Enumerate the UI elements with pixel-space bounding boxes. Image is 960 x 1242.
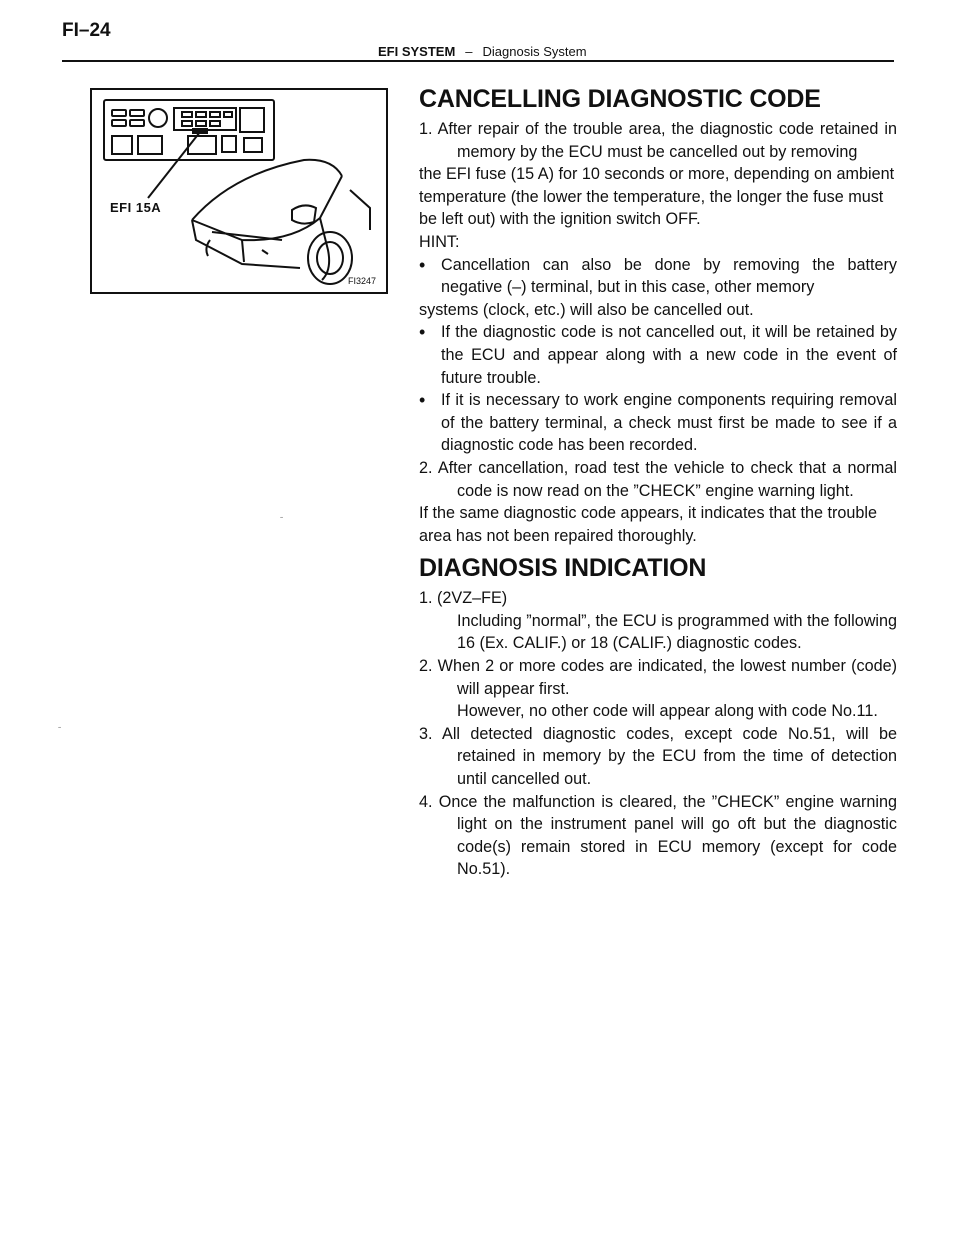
bullet-dot: • <box>419 254 426 275</box>
car-fuse-illustration <box>92 90 386 292</box>
hint-bullet-1-continued: systems (clock, etc.) will also be cancelled out. <box>419 300 754 319</box>
bullet-dot: • <box>419 390 426 411</box>
diagnosis-item-3: 3. All detected diagnostic codes, except code No.51, will be retained in memory by the ECU from the time of detection until cancelled out. <box>419 724 897 789</box>
cancel-step-1: 1. After repair of the trouble area, the diagnostic code retained in memory by the ECU must be cancelled out by removing <box>419 120 897 161</box>
scan-speck: ˉ <box>58 726 62 737</box>
diagnosis-item-1-body: Including ”normal”, the ECU is programmed with the following 16 (Ex. CALIF.) or 18 (CALIF.) diagnostic codes. <box>457 611 897 653</box>
main-content <box>419 84 897 881</box>
diagnosis-heading: DIAGNOSIS INDICATION <box>419 554 707 583</box>
hint-label: HINT: <box>419 232 460 251</box>
cancel-step-1-continued: the EFI fuse (15 A) for 10 seconds or more, depending on ambient temperature (the lower the temperature, the longer the fuse must be left out) with the ignition switch OFF. <box>419 165 895 229</box>
diagnosis-item-2-note: However, no other code will appear along with code No.11. <box>457 702 878 721</box>
cancel-step-2: 2. After cancellation, road test the vehicle to check that a normal code is now read on the ”CHECK” engine warning light. <box>419 458 897 500</box>
hint-bullet-1 <box>419 254 897 299</box>
bullet-dot: • <box>419 322 426 343</box>
hint-bullet-2 <box>419 321 897 389</box>
hint-bullet-1-text: Cancellation can also be done by removing the battery negative (–) terminal, but in this case, other memory <box>441 255 897 297</box>
system-title: EFI SYSTEM <box>378 44 456 59</box>
diagnosis-item-2: 2. When 2 or more codes are indicated, the lowest number (code) will appear first. <box>419 657 897 698</box>
cancel-conclusion: If the same diagnostic code appears, it indicates that the trouble area has not been repaired thoroughly. <box>419 504 878 545</box>
hint-bullet-2-text: If the diagnostic code is not cancelled out, it will be retained by the ECU and appear along with a new code in the event of future trouble. <box>441 323 897 387</box>
figure-code: FI3247 <box>347 276 376 286</box>
running-head-separator: – <box>465 44 473 59</box>
cancelling-heading: CANCELLING DIAGNOSTIC CODE <box>419 85 821 113</box>
fuse-label: EFI 15A <box>110 200 162 215</box>
header-rule <box>62 60 894 62</box>
diagnosis-item-4: 4. Once the malfunction is cleared, the ”CHECK” engine warning light on the instrument panel will go oft but the diagnostic code(s) remain stored in ECU memory (except for code No.51). <box>419 792 897 879</box>
fuse-location-figure <box>90 88 388 294</box>
section-title: Diagnosis System <box>482 44 587 59</box>
page-number: FI–24 <box>62 20 111 41</box>
hint-bullet-3 <box>419 389 897 457</box>
scan-speck: ˉ <box>280 516 284 527</box>
hint-bullet-3-text: If it is necessary to work engine components requiring removal of the battery terminal, a check must first be made to see if a diagnostic code has been recorded. <box>441 391 897 455</box>
running-head <box>378 44 587 59</box>
diagnosis-item-1-head: 1. (2VZ–FE) <box>419 589 508 608</box>
